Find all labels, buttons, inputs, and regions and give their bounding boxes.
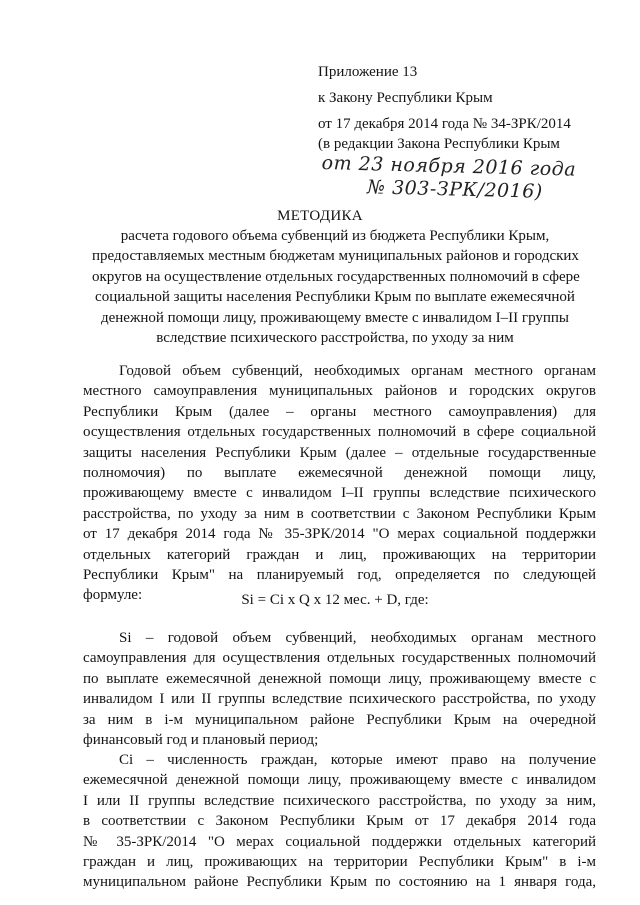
paragraph-line: муниципальном районе Республики Крым по состоянию на 1 января года,: [83, 874, 596, 891]
paragraph-line: отдельных категорий граждан и лиц, проживающих на территории: [83, 546, 596, 563]
paragraph-line: защиты населения Республики Крым (далее – отдельные государственные: [83, 444, 596, 461]
paragraph-line: Годовой объем субвенций, необходимых органам местного органам: [119, 363, 596, 379]
paragraph-line: инвалидом I или II группы вследствие психического расстройства, по уходу: [83, 691, 596, 708]
paragraph-line: самоуправления для осуществления отдельных государственных полномочий: [83, 650, 596, 667]
paragraph-line: от 17 декабря 2014 года № 35-ЗРК/2014 "О мерах социальной поддержки: [83, 526, 596, 543]
subtitle-line: вследствие психического расстройства, по уходу за ним: [156, 330, 514, 347]
handwritten-date: от 23 ноября 2016 года: [321, 152, 577, 181]
paragraph-line: Si – годовой объем субвенций, необходимых органам местного: [119, 630, 596, 646]
handwritten-law-number: № 303-ЗРК/2016): [366, 176, 544, 203]
paragraph-line: Ci – численность граждан, которые имеют право на получение: [119, 752, 596, 768]
paragraph-line: граждан и лиц, проживающих на территории Республики Крым" в i-м: [83, 854, 596, 871]
paragraph-line: формуле:: [83, 587, 143, 604]
paragraph-intro: [83, 361, 596, 606]
appendix-law-ref: к Закону Республики Крым: [318, 90, 493, 106]
paragraph-line: в соответствии с Законом Республики Крым от 17 декабря 2014 года: [83, 813, 596, 830]
subtitle-line: социальной защиты населения Республики Крым по выплате ежемесячной: [95, 289, 575, 306]
handwritten-edition-note: [321, 152, 612, 206]
subtitle-line: округов на осуществление отдельных государственных полномочий в сфере: [92, 268, 580, 285]
subtitle-line: денежной помощи лицу, проживающему вместе с инвалидом I–II группы: [100, 309, 570, 326]
paragraph-line: полномочия) по выплате ежемесячной денежной помощи лицу,: [83, 465, 596, 482]
paragraph-line: финансовый год и плановый период;: [83, 732, 319, 749]
paragraph-line: проживающему вместе с инвалидом I–II группы вследствие психического: [83, 485, 596, 502]
paragraph-ci-definition: [83, 750, 596, 893]
document-subtitle: [92, 226, 578, 348]
appendix-header: [318, 62, 618, 154]
appendix-edition: (в редакции Закона Республики Крым: [318, 136, 560, 152]
appendix-number: Приложение 13: [318, 64, 418, 80]
paragraph-line: по выплате ежемесячной денежной помощи лицу, проживающему вместе с: [83, 670, 596, 687]
paragraph-line: Республики Крым" на планируемый год, определяется по следующей: [83, 567, 596, 584]
paragraph-si-definition: [83, 628, 596, 750]
paragraph-line: осуществления отдельных государственных полномочий в сфере социальной: [83, 424, 596, 441]
appendix-law-date: от 17 декабря 2014 года № 34-ЗРК/2014: [318, 116, 571, 132]
paragraph-line: ежемесячной денежной помощи лицу, проживающему вместе с инвалидом: [83, 772, 596, 789]
subtitle-line: расчета годового объема субвенций из бюджета Республики Крым,: [120, 228, 550, 244]
paragraph-line: расстройства, по уходу за ним в соответствии с Законом Республики Крым: [83, 505, 596, 522]
paragraph-line: № 35-ЗРК/2014 "О мерах социальной поддержки отдельных категорий: [83, 833, 596, 850]
paragraph-line: I или II группы вследствие психического расстройства, по уходу за ним,: [83, 792, 596, 809]
paragraph-line: за ним в i-м муниципальном районе Республики Крым на очередной: [83, 711, 596, 728]
paragraph-line: Республики Крым (далее – органы местного самоуправления) для: [83, 403, 596, 420]
formula: Si = Ci x Q x 12 мес. + D, где:: [241, 592, 429, 608]
paragraph-line: местного самоуправления муниципальных районов и городских округов: [83, 383, 596, 400]
subtitle-line: предоставляемых местным бюджетам муниципальных районов и городских: [92, 248, 579, 265]
document-title: МЕТОДИКА: [277, 208, 363, 224]
